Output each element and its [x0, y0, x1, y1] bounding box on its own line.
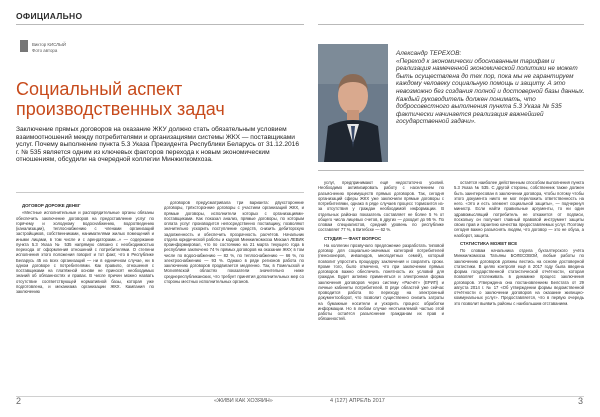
quote-divider [318, 170, 584, 171]
article-title [16, 79, 306, 119]
column-4-paragraph-1: остаётся наиболее действенным способом выполнения пункта 5.3 Указа № 535. С другой стороны, собственник также должен быть заинтересован в заключении договора, чтобы потому чтобы этого документа никто не мог переложить ответственность на него. «Это и есть элемент социальной защиты», — подчеркнул министр. Если найти правильные аргументы, то ни один здравомыслящий потребитель не откажется от подписи, поскольку он получает главный правовой инструмент защиты своих прав и гарантию качества предоставляемых услуг. Поэтому сегодня важно разъяснять людям, что договор — это не обуза, а наоборот, защита. [454, 180, 584, 238]
column-2-paragraph: договоров предусматривала три варианта: двухсторонние договоры, трёхсторонние договоры с участием организаций ЖКХ, и прямые договоры, исполнители которых с организациями-поставщиками. Как показал анализ, прямые договоры, по которым оплата услуг производится непосредственно поставщику, позволяют значительно ускорить поступление средств, снизить дебиторскую задолженность и обеспечить прозрачность расчётов. Начальник отдела юридической работы и кадров Минжилкомхоза Михаил ЛЕВИК проинформировал, что по состоянию на 21 марта текущего года в республике заключено 74 % прямых договоров на оказание ЖКУ, в том числе по водоснабжению — 82 %, по теплоснабжению — 66 %, по электроснабжению — 93 %. Однако в ряде регионов работа по заключению договоров продвигается медленно. Так, в Гомельской и Могилёвской областях показатели значительно ниже среднереспубликанских, что требует принятия дополнительных мер со стороны местных исполнительных органов. [164, 200, 304, 284]
lead-divider [16, 192, 304, 193]
column-1-paragraph: «Местные исполнительные и распорядительные органы обязаны обеспечить заключение договоров на предоставление услуг по горячему и холодному водоснабжению, водоотведению (канализации), теплоснабжению с членами организаций застройщиков, собственниками, нанимателями жилых помещений и иными лицами, в том числе и с арендаторами...» — содержание пункта 5.3 Указа № 535 напрямую связано с необходимостью перехода от оформления отношений с потребителями. О степени исполнения этого положения говорит и тот факт, что в Республике Беларусь 45 из всех организаций — ни в единичном случае, ни в одном договоре с потребителями. Как правило, отношения с поставщиками на платёжной основе не приносят необходимых знаний об обязанностях и правах. В числе причин можно назвать отсутствие соответствующей нормативной базы, которая уже подготовлена, и механизма организации ЖКХ. Кампания по заключению [16, 210, 154, 294]
article-title-line1: Социальный аспект [16, 79, 183, 99]
speaker-photo [318, 44, 388, 162]
section-label: ОФИЦИАЛЬНО [16, 11, 83, 21]
page-number-right: 3 [578, 396, 584, 406]
text-column-4 [454, 180, 584, 392]
subheading-statistics: СТАТИСТИКА МОЖЕТ ВСЕ [460, 240, 518, 246]
column-4-paragraph-2: По словам начальника отдела бухгалтерского учёта Минжилкомхоза Татьяны БОЛЕСОВОЙ, любые работы по заключению договоров должны вестись на основе достоверной статистики. В целях контроля ещё в 2017 году была введена форма государственной статистической отчётности, которая позволяет отслеживать в динамике процесс заключения договоров. Утверждена она постановлением Белстата от 29 августа 2014 г. № 17 «Об утверждении формы ведомственной отчётности о заключении договоров на оказание жилищно-коммунальных услуг». Предоставляется, что в первую очередь это позволит выявить районы с наибольшим отставанием. [454, 248, 584, 306]
top-divider-right [318, 24, 584, 25]
credit-marker [20, 40, 28, 52]
magazine-name: «ЖИВИ КАК ХОЗЯИН» [214, 398, 273, 404]
portrait-image [318, 44, 388, 162]
article-lead: Заключение прямых договоров на оказание ЖКУ должно стать обязательным условием взаимоотношений между потребителями и организациями системы ЖКХ — поставщиками услуг. Почему выполнение пункта 5.3 Указа Президента Республики Беларусь от 31.12.2016 г. № 535 является одним из ключевых факторов перехода к новым экономическим отношениям, обсудили на очередной коллегии Минжилкомхоза. [16, 126, 299, 163]
column-3-paragraph-1: услуг, предпринимают ещё недостаточно усилий. Необходимо активизировать работу с населением по разъяснению преимуществ прямых договоров. Так, сегодня организаций сферы ЖКХ уже заключили прямые договоры с потребителями, однако в ряде случаев процесс тормозится из-за отсутствия у граждан необходимой информации. В отдельных районах показатель составляет не более 5 % от общего числа лицевых счетов, в других — доходит до 95 %. По словам специалистов, средний уровень по республике составляет 77 %, в Витебске — 62 %. [318, 180, 444, 233]
footer-divider [16, 396, 584, 397]
pull-quote [396, 50, 588, 126]
article-title-line2: производственных задач [16, 99, 225, 119]
text-column-1 [16, 200, 154, 392]
subheading-contract: ДОГОВОР ДОРОЖЕ ДЕНЕГ [22, 203, 81, 208]
credit-role: Фото автора [32, 48, 58, 53]
text-column-3 [318, 180, 444, 392]
text-column-2 [164, 200, 304, 392]
quote-text: «Переход к экономически обоснованным тарифам и реализация намеченной экономической политики не может быть осуществлена до тех пор, пока мы не гарантируем каждому человеку социальную помощь и защиту. А это невозможно без создания полной и достоверной базы данных. Каждый руководитель должен понимать, что добросовестного выполнения пункта 5.3 Указа № 535 фактически начинается реализация важнейшей государственной задачи». [396, 57, 585, 126]
issue-info: 4 (127) АПРЕЛЬ 2017 [330, 398, 385, 404]
quote-author: Александр ТЕРЕХОВ: [396, 50, 462, 57]
page-number-left: 2 [16, 396, 22, 406]
top-divider-left [16, 24, 304, 25]
subheading-studio: СТУДИЯ — ФАКТ ВОПРОС [324, 235, 382, 241]
column-3-paragraph-2: На коллегии прозвучало предложение разработать типовой договор для социально-значимых категорий потребителей (пенсионеров, инвалидов, многодетных семей), который позволит упростить процедуру заключения и сократить сроки. Кроме того, было отмечено, что при заключении прямых договоров важно обеспечить понятность их условий для граждан. Будет активно применяться и электронная форма заключения договоров через систему «Расчёт» (ЕРИП) и личные кабинеты потребителей. В ряде областей уже сейчас проводится работа по переходу на электронный документооборот, что позволит существенно снизить затраты на бумажные носители и ускорить процесс обработки информации. Но в любом случае неотъемлемой частью этой работы остаётся разъяснение гражданам их прав и обязанностей. [318, 242, 444, 322]
credit-author: Виктор КИСЛЫЙ [32, 42, 67, 47]
